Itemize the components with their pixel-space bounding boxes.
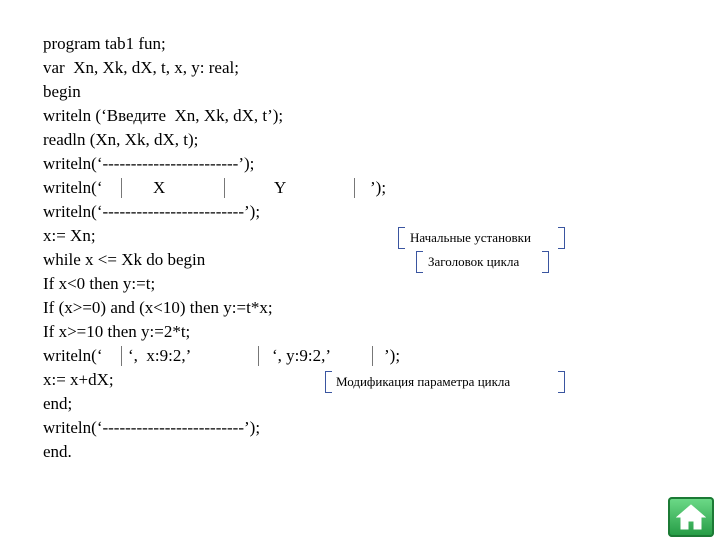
code-line-7-start: writeln(‘ <box>43 178 103 197</box>
note-brace-left <box>325 371 332 393</box>
code-line-14-start: writeln(‘ <box>43 346 103 365</box>
column-separator <box>354 178 355 198</box>
note-brace-right <box>558 227 565 249</box>
home-icon <box>676 503 706 531</box>
column-separator <box>224 178 225 198</box>
code-line-14-y-format: ‘, y:9:2,’ <box>272 346 332 365</box>
column-x-header: X <box>153 178 166 197</box>
code-line-6: writeln(‘------------------------’); <box>43 154 255 173</box>
code-line-16: end; <box>43 394 73 413</box>
code-line-12: If (x>=0) and (x<10) then y:=t*x; <box>43 298 273 317</box>
column-separator <box>121 178 122 198</box>
code-line-11: If x<0 then y:=t; <box>43 274 156 293</box>
home-button[interactable] <box>668 497 714 537</box>
code-line-14-end: ’); <box>384 346 401 365</box>
note-brace-right <box>558 371 565 393</box>
note-brace-left <box>398 227 405 249</box>
code-line-17: writeln(‘-------------------------’); <box>43 418 261 437</box>
column-y-header: Y <box>274 178 287 197</box>
code-line-13: If x>=10 then y:=2*t; <box>43 322 191 341</box>
code-line-18: end. <box>43 442 72 461</box>
code-line-4: writeln (‘Введите Xn, Xk, dX, t’); <box>43 106 284 125</box>
code-line-2: var Xn, Xk, dX, t, x, y: real; <box>43 58 239 77</box>
code-line-1: program tab1 fun; <box>43 34 166 53</box>
code-line-8: writeln(‘-------------------------’); <box>43 202 261 221</box>
column-separator <box>121 346 122 366</box>
code-line-10: while x <= Xk do begin <box>43 250 206 269</box>
column-separator <box>258 346 259 366</box>
note-brace-right <box>542 251 549 273</box>
note-initial-settings: Начальные установки <box>410 230 531 245</box>
column-separator <box>372 346 373 366</box>
note-loop-param-modify: Модификация параметра цикла <box>336 374 511 389</box>
code-line-3: begin <box>43 82 81 101</box>
note-loop-header: Заголовок цикла <box>428 254 520 269</box>
note-brace-left <box>416 251 423 273</box>
code-line-15: x:= x+dX; <box>43 370 114 389</box>
code-line-7-end: ’); <box>370 178 387 197</box>
code-line-9: x:= Xn; <box>43 226 96 245</box>
code-line-5: readln (Xn, Xk, dX, t); <box>43 130 199 149</box>
code-line-14-x-format: ‘, x:9:2,’ <box>128 346 192 365</box>
